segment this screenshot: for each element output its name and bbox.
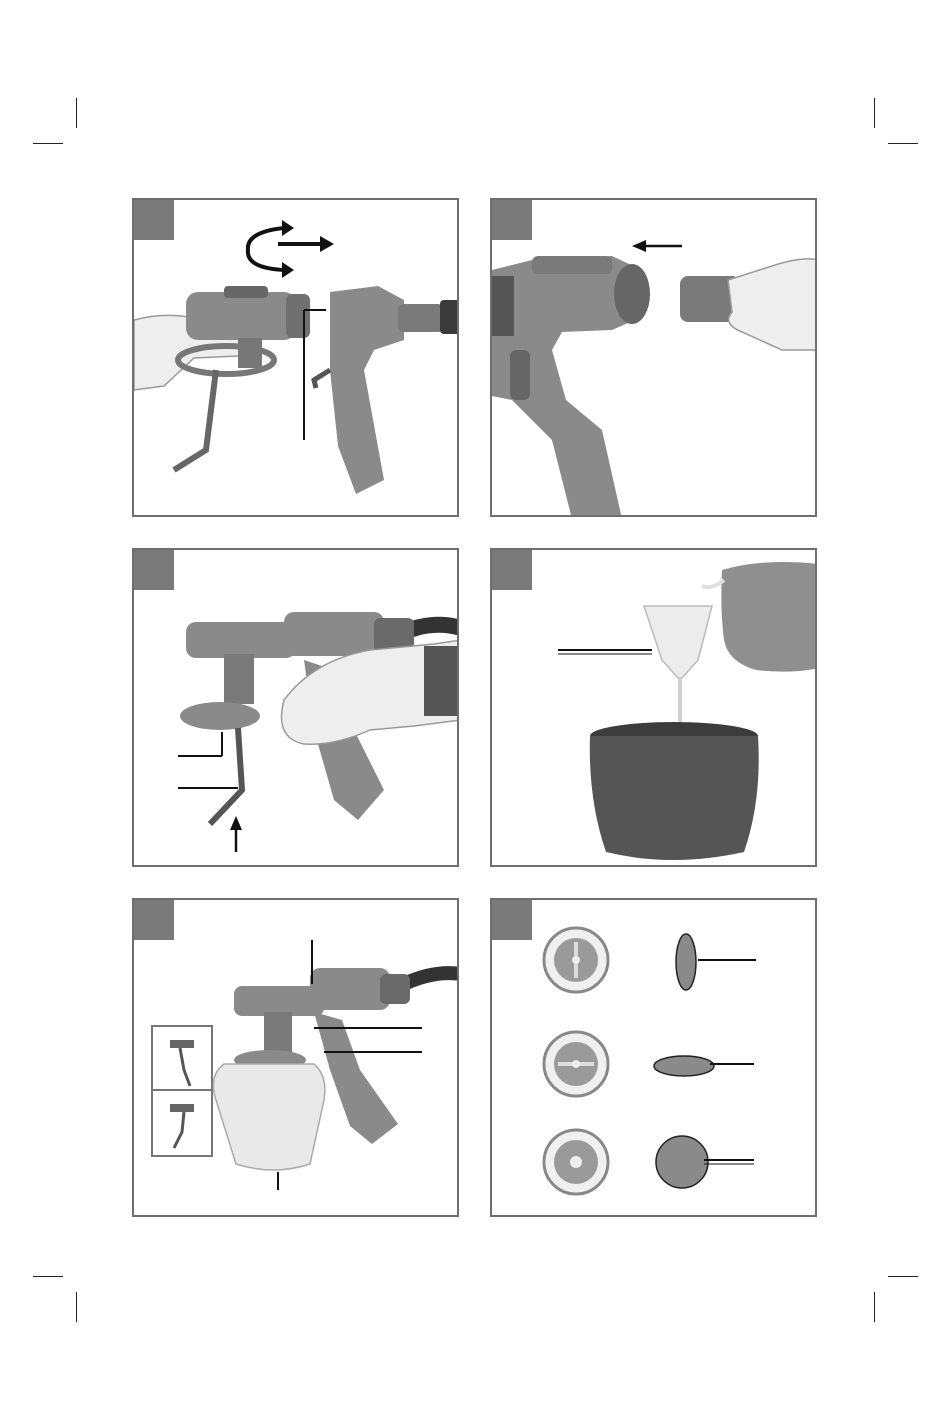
crop-mark-top-right-v (874, 98, 875, 128)
crop-mark-top-left-h (33, 143, 63, 144)
nozzle-round-icon (544, 1130, 608, 1194)
figure-panel-4 (490, 548, 817, 867)
crop-mark-bottom-left-v (76, 1292, 77, 1322)
illustration-spray-patterns (492, 900, 817, 1217)
pattern-round-icon (656, 1136, 708, 1188)
rotate-arrow-head-bottom (282, 262, 294, 278)
pattern-horizontal-icon (654, 1056, 714, 1076)
figure-panel-2 (490, 198, 817, 517)
figure-panel-6 (490, 898, 817, 1217)
pattern-vertical-icon (676, 934, 696, 990)
crop-mark-top-left-v (76, 98, 77, 128)
illustration-viscosity-test (492, 550, 817, 867)
nozzle-vertical-icon (544, 928, 608, 992)
crop-mark-bottom-right-h (888, 1276, 918, 1277)
crop-mark-bottom-right-v (874, 1292, 875, 1322)
crop-mark-bottom-left-h (33, 1276, 63, 1277)
rotate-arrow-icon (248, 228, 284, 270)
figure-panel-1 (132, 198, 459, 517)
figure-panel-3 (132, 548, 459, 867)
illustration-insert-hose (492, 200, 817, 517)
viscosity-cup (644, 606, 712, 678)
nozzle-horizontal-icon (544, 1032, 608, 1096)
illustration-detach-attachment (134, 200, 459, 517)
illustration-gun-with-container (134, 900, 459, 1217)
rotate-arrow-head-top (282, 220, 294, 236)
figure-panel-5 (132, 898, 459, 1217)
crop-mark-top-right-h (888, 143, 918, 144)
illustration-assembled-gun (134, 550, 459, 867)
